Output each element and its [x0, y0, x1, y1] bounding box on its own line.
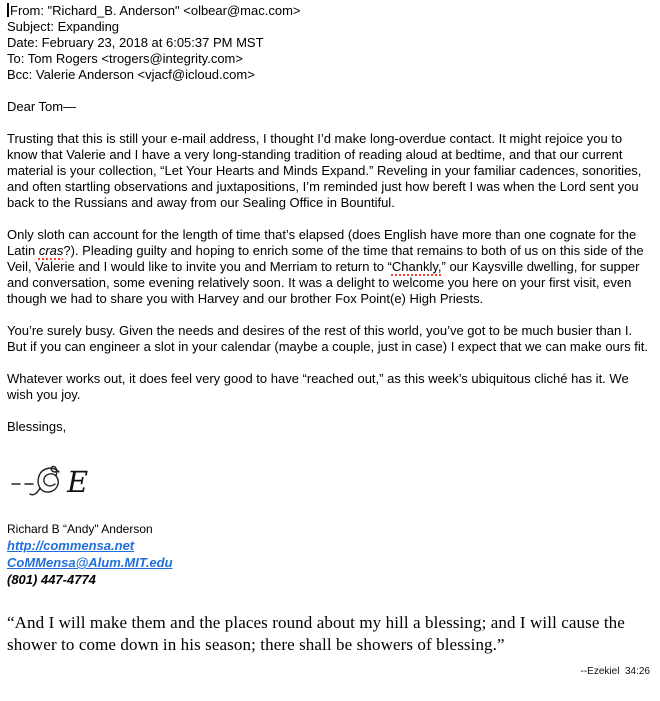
scripture-quote: “And I will make them and the places round about my hill a blessing; and I will cause the shower to come down in his season; there shall be showers of blessing.”	[7, 613, 625, 654]
email-headers	[7, 3, 652, 83]
header-from	[7, 3, 652, 19]
signature-name: Richard B “Andy" Anderson	[7, 522, 153, 536]
paragraph-1: Trusting that this is still your e-mail address, I thought I’d make long-overdue contact. It might rejoice you to know that Valerie and I have a very long-standing tradition of reading aloud at bedtime, and that our current material is your collection, “Let Your Hearts and Minds Expand.” Reveling in your familiar cadences, sonorities, and often startling observations and juxtapositions, I’m reminded just how bereft I was when the Lord sent you back to the Russians and away from our Sealing Office in Bountiful.	[7, 131, 642, 210]
text-caret	[7, 3, 9, 17]
header-date: Date: February 23, 2018 at 6:05:37 PM MST	[7, 35, 264, 50]
greeting: Dear Tom—	[7, 99, 77, 114]
misspelled-word-cras[interactable]: cras	[38, 243, 64, 258]
closing-line: Blessings,	[7, 419, 67, 434]
header-from-text: From: "Richard_B. Anderson" <olbear@mac.com>	[10, 3, 301, 18]
paragraph-2-text-c: ” our Kaysville dwelling, for supper and conversation, some evening relatively soon. It was a delight to welcome you here on your first visit, even though we had to share you with Harvey and our brother Fox Point(e) High Priests.	[7, 259, 640, 306]
paragraph-2	[7, 227, 652, 307]
signature-phone: (801) 447-4774	[7, 572, 96, 587]
signature-monogram-icon	[7, 459, 652, 507]
signature-website-link[interactable]: http://commensa.net	[7, 538, 135, 553]
misspelled-word-chankly[interactable]: Chankly,	[391, 259, 442, 274]
paragraph-2-text-b: ?). Pleading guilty and hoping to enrich some of the time that remains to both of us on this side of the Veil, Valerie and I would like to invite you and Merriam to return to “	[7, 243, 644, 274]
paragraph-4: Whatever works out, it does feel very good to have “reached out,” as this week’s ubiquitous cliché has it. We wish you joy.	[7, 371, 629, 402]
svg-text:E: E	[67, 465, 89, 499]
paragraph-3: You’re surely busy. Given the needs and desires of the rest of this world, you’ve got to be much busier than I. But if you can engineer a slot in your calendar (maybe a couple, just in case) I expect that we can make ours fit.	[7, 323, 648, 354]
header-bcc: Bcc: Valerie Anderson <vjacf@icloud.com>	[7, 67, 255, 82]
signature-email-link[interactable]: CoMMensa@Alum.MIT.edu	[7, 555, 173, 570]
quote-attribution: --Ezekiel 34:26	[580, 666, 650, 677]
header-subject: Subject: Expanding	[7, 19, 120, 34]
paragraph-2-text-a: Only sloth can account for the length of time that’s elapsed (does English have more than one cognate for the Latin	[7, 227, 637, 258]
header-to: To: Tom Rogers <trogers@integrity.com>	[7, 51, 243, 66]
